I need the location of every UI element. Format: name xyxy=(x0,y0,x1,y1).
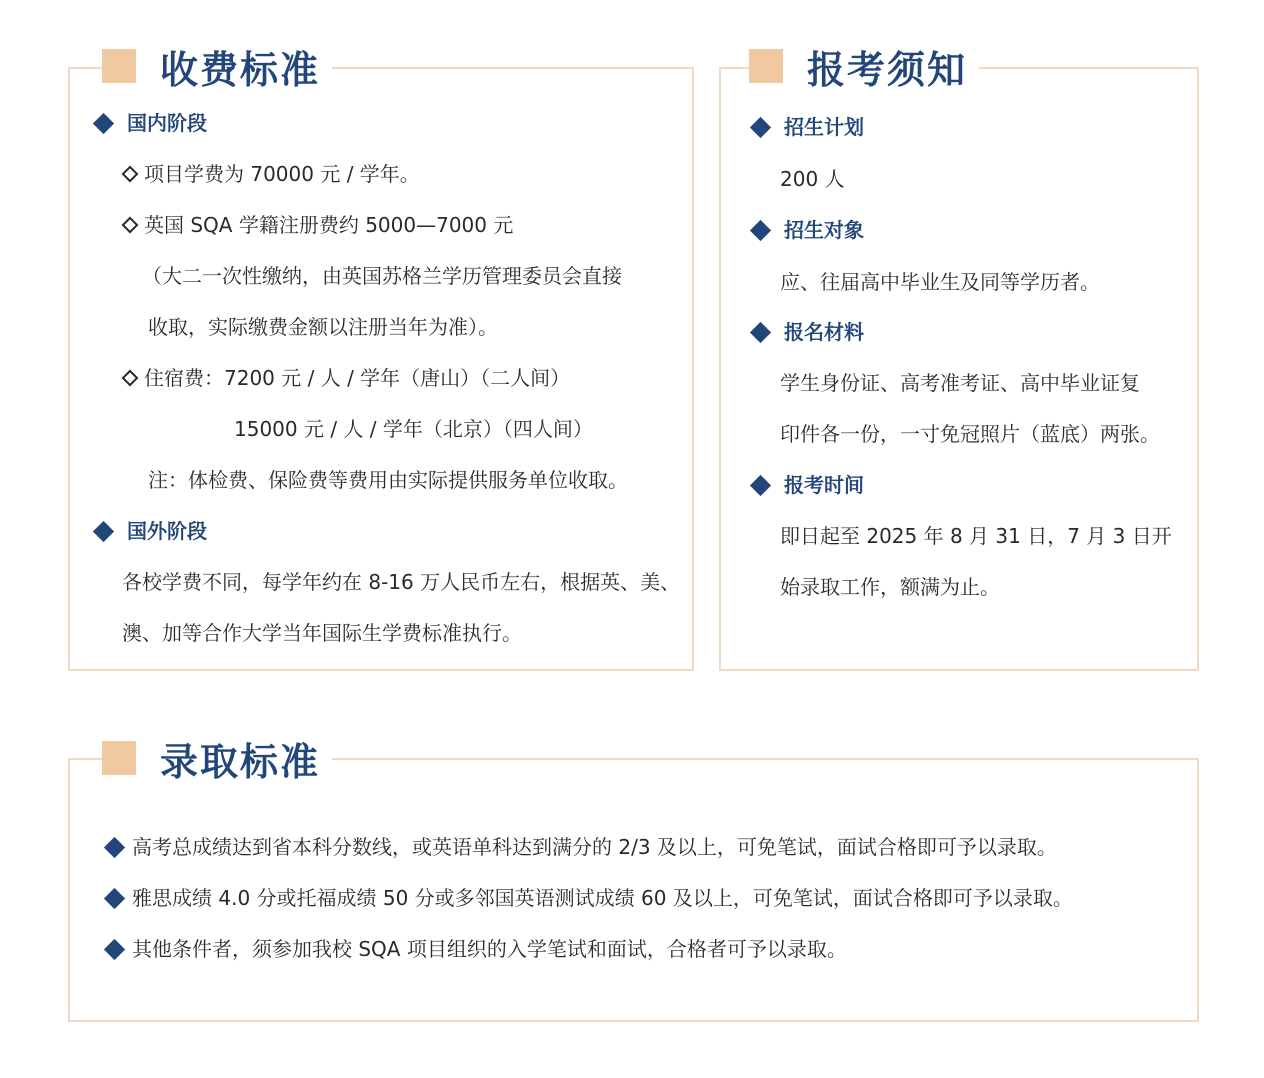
diamond-bullet-icon xyxy=(93,112,114,133)
diamond-bullet-icon xyxy=(750,219,771,240)
domestic-heading-text: 国内阶段 xyxy=(127,111,207,135)
overseas-heading-text: 国外阶段 xyxy=(127,519,207,543)
diamond-bullet-icon xyxy=(750,474,771,495)
admission-item: 雅思成绩 4.0 分或托福成绩 50 分或多邻国英语测试成绩 60 及以上，可免笔试，面试合格即可予以录取。 xyxy=(104,884,1073,912)
admission-title-text: 录取标准 xyxy=(160,739,321,784)
domestic-heading xyxy=(93,109,207,137)
materials-heading: 报名材料 xyxy=(750,318,864,346)
plan-heading: 招生计划 xyxy=(750,113,864,141)
diamond-bullet-icon xyxy=(750,116,771,137)
fees-title xyxy=(102,36,332,96)
tuition-item: 项目学费为 70000 元 / 学年。 xyxy=(122,160,420,188)
title-square-icon xyxy=(102,49,136,83)
materials-line-1: 学生身份证、高考准考证、高中毕业证复 xyxy=(780,371,1140,395)
time-line-2: 始录取工作，额满为止。 xyxy=(780,575,1000,599)
title-square-icon xyxy=(749,49,783,83)
admission-item: 其他条件者，须参加我校 SQA 项目组织的入学笔试和面试，合格者可予以录取。 xyxy=(104,935,847,963)
lodging-line-1: 住宿费：7200 元 / 人 / 学年（唐山）（二人间） xyxy=(122,364,570,392)
title-square-icon xyxy=(102,741,136,775)
notice-title-text: 报考须知 xyxy=(807,47,968,92)
fees-title-text: 收费标准 xyxy=(160,47,321,92)
lodging-line-2: 15000 元 / 人 / 学年（北京）（四人间） xyxy=(234,417,593,441)
diamond-bullet-icon xyxy=(104,836,125,857)
time-heading: 报考时间 xyxy=(750,471,864,499)
sqa-note-line-1: （大二一次性缴纳，由英国苏格兰学历管理委员会直接 xyxy=(142,264,622,288)
target-heading: 招生对象 xyxy=(750,216,864,244)
outline-diamond-icon xyxy=(122,166,139,183)
overseas-heading xyxy=(93,517,207,545)
diamond-bullet-icon xyxy=(104,938,125,959)
overseas-text-2: 澳、加等合作大学当年国际生学费标准执行。 xyxy=(122,621,522,645)
admission-title xyxy=(102,728,332,788)
outline-diamond-icon xyxy=(122,370,139,387)
outline-diamond-icon xyxy=(122,217,139,234)
overseas-text-1: 各校学费不同，每学年约在 8-16 万人民币左右，根据英、美、 xyxy=(122,570,681,594)
sqa-note-line-2: 收取，实际缴费金额以注册当年为准）。 xyxy=(148,315,498,339)
diamond-bullet-icon xyxy=(750,321,771,342)
sqa-fee-item: 英国 SQA 学籍注册费约 5000—7000 元 xyxy=(122,211,513,239)
materials-line-2: 印件各一份，一寸免冠照片（蓝底）两张。 xyxy=(780,422,1160,446)
diamond-bullet-icon xyxy=(93,520,114,541)
notice-title xyxy=(749,36,979,96)
time-line-1: 即日起至 2025 年 8 月 31 日，7 月 3 日开 xyxy=(780,524,1172,548)
admission-item: 高考总成绩达到省本科分数线，或英语单科达到满分的 2/3 及以上，可免笔试，面试合格即可予以录取。 xyxy=(104,833,1057,861)
target-value: 应、往届高中毕业生及同等学历者。 xyxy=(780,270,1100,294)
fees-note: 注：体检费、保险费等费用由实际提供服务单位收取。 xyxy=(148,468,628,492)
diamond-bullet-icon xyxy=(104,887,125,908)
plan-value: 200 人 xyxy=(780,167,845,191)
